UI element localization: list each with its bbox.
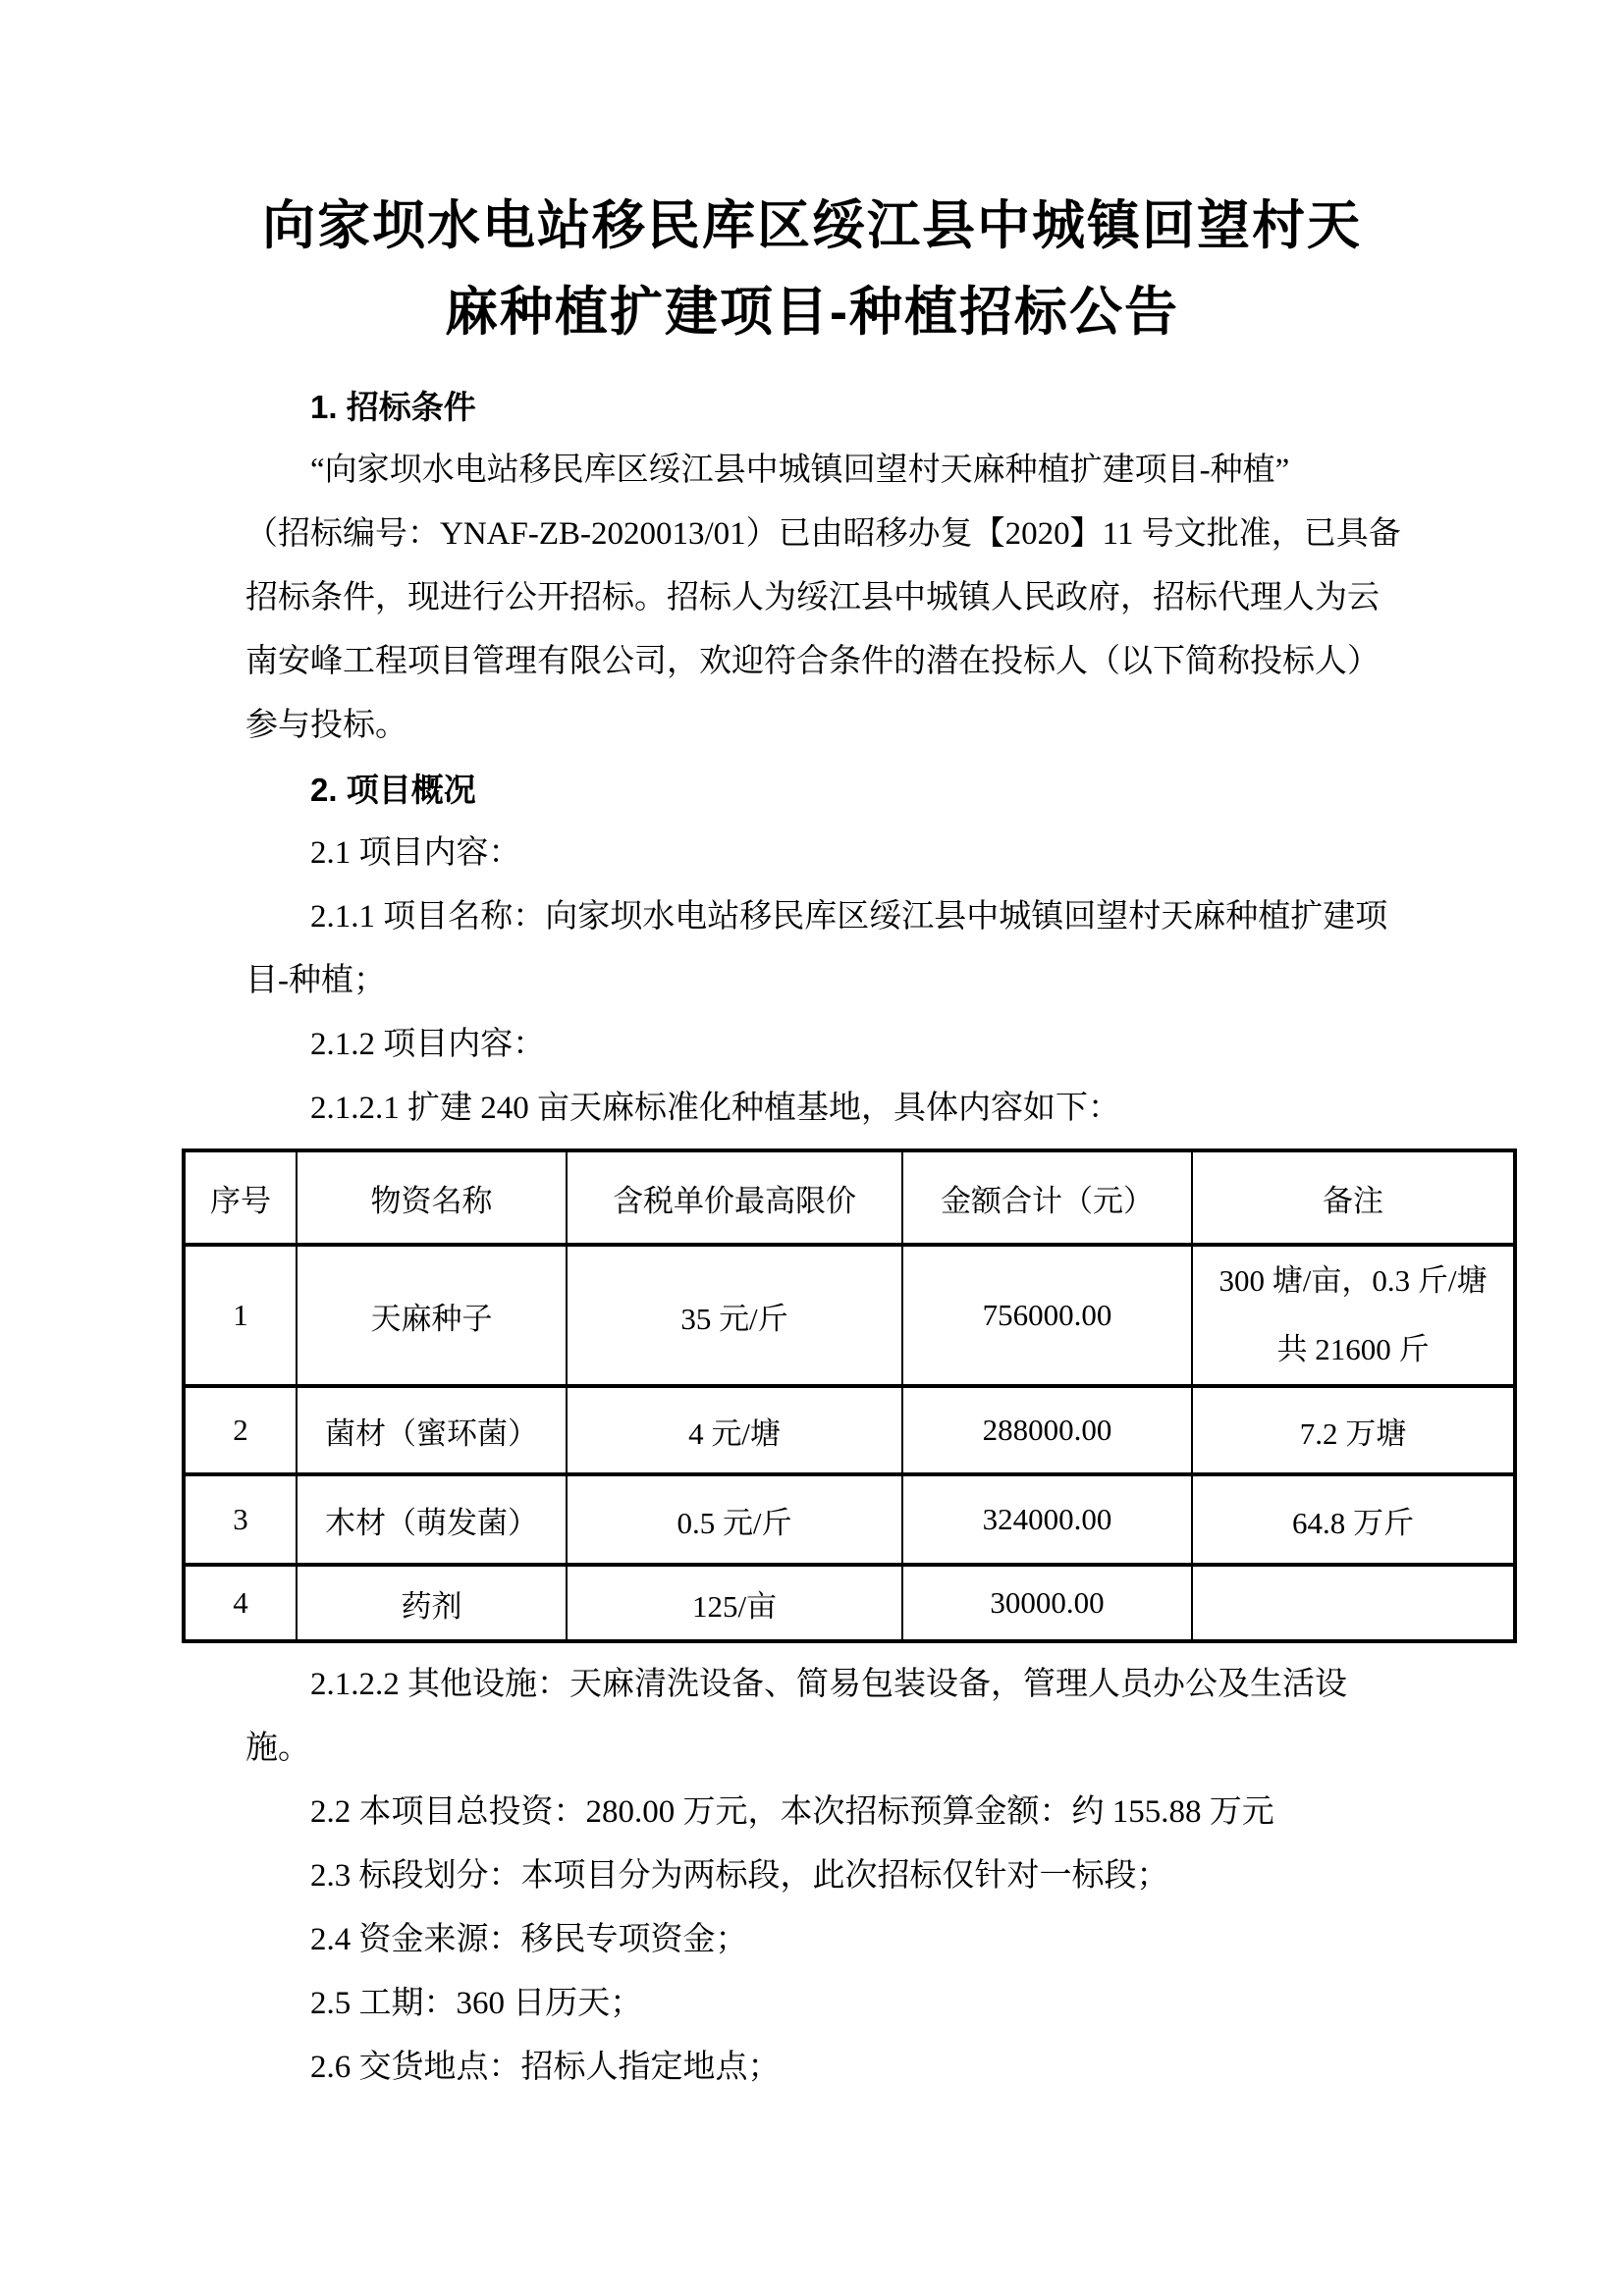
tender-items-table bbox=[182, 1148, 1517, 1643]
table-cell-amount: 756000.00 bbox=[902, 1245, 1192, 1386]
body-line: 2.1.2.2 其他设施：天麻清洗设备、简易包装设备，管理人员办公及生活设 bbox=[310, 1667, 1347, 1702]
remark-line: 共 21600 斤 bbox=[1276, 1332, 1430, 1366]
table-cell-price: 35 元/斤 bbox=[567, 1245, 902, 1386]
table-header-cell: 备注 bbox=[1192, 1150, 1515, 1245]
table-cell-name: 天麻种子 bbox=[297, 1245, 567, 1386]
body-line: 2.2 本项目总投资：280.00 万元，本次招标预算金额：约 155.88 万元 bbox=[310, 1794, 1274, 1830]
table-cell-amount: 30000.00 bbox=[902, 1565, 1192, 1641]
table-row bbox=[184, 1245, 1515, 1386]
body-line: 2.6 交货地点：招标人指定地点； bbox=[310, 2050, 781, 2085]
document-title bbox=[0, 0, 1624, 355]
table-cell-name: 木材（萌发菌） bbox=[297, 1474, 567, 1565]
table-cell-remark: 7.2 万塘 bbox=[1192, 1386, 1515, 1474]
table-cell-name: 菌材（蜜环菌） bbox=[297, 1386, 567, 1474]
document-title-line: 向家坝水电站移民库区绥江县中城镇回望村天 bbox=[262, 196, 1362, 255]
table-cell-name: 药剂 bbox=[297, 1565, 567, 1641]
document-title-line: 麻种植扩建项目-种植招标公告 bbox=[445, 283, 1179, 342]
body-line: （招标编号：YNAF-ZB-2020013/01）已由昭移办复【2020】11 号文批准，已具备 bbox=[245, 516, 1401, 552]
table-header-cell: 序号 bbox=[184, 1150, 297, 1245]
table-cell-no: 2 bbox=[184, 1386, 297, 1474]
body-line: 招标条件，现进行公开招标。招标人为绥江县中城镇人民政府，招标代理人为云 bbox=[245, 580, 1380, 615]
body-line: 2.1.2 项目内容： bbox=[310, 1027, 546, 1062]
table-cell-price: 4 元/塘 bbox=[567, 1386, 902, 1474]
body-line: 2.1 项目内容： bbox=[310, 835, 521, 871]
section-heading-1: 1. 招标条件 bbox=[310, 389, 476, 425]
table-cell-amount: 288000.00 bbox=[902, 1386, 1192, 1474]
body-line: 2.1.2.1 扩建 240 亩天麻标准化种植基地，具体内容如下： bbox=[310, 1091, 1120, 1126]
table-header-cell: 含税单价最高限价 bbox=[567, 1150, 902, 1245]
body-line: 南安峰工程项目管理有限公司，欢迎符合条件的潜在投标人（以下简称投标人） bbox=[245, 644, 1380, 679]
body-line: 目-种植； bbox=[245, 963, 386, 998]
body-line: 2.5 工期：360 日历天； bbox=[310, 1986, 643, 2021]
table-cell-no: 3 bbox=[184, 1474, 297, 1565]
table-row bbox=[184, 1565, 1515, 1641]
table-header-row bbox=[184, 1150, 1515, 1245]
body-line: 2.1.1 项目名称：向家坝水电站移民库区绥江县中城镇回望村天麻种植扩建项 bbox=[310, 899, 1388, 934]
table-cell-remark bbox=[1192, 1565, 1515, 1641]
section-heading-2: 2. 项目概况 bbox=[310, 772, 476, 808]
body-section-bottom bbox=[0, 1653, 1624, 2100]
table-row bbox=[184, 1386, 1515, 1474]
remark-line: 300 塘/亩，0.3 斤/塘 bbox=[1218, 1263, 1488, 1298]
body-line: 施。 bbox=[245, 1731, 310, 1766]
table-header-cell: 物资名称 bbox=[297, 1150, 567, 1245]
table-cell-no: 4 bbox=[184, 1565, 297, 1641]
body-line: 2.3 标段划分：本项目分为两标段，此次招标仅针对一标段； bbox=[310, 1858, 1169, 1894]
table-cell-remark: 64.8 万斤 bbox=[1192, 1474, 1515, 1565]
table-cell-amount: 324000.00 bbox=[902, 1474, 1192, 1565]
table-header-cell: 金额合计（元） bbox=[902, 1150, 1192, 1245]
table-cell-remark bbox=[1192, 1245, 1515, 1386]
body-section-top bbox=[0, 375, 1624, 1141]
table-row bbox=[184, 1474, 1515, 1565]
table-cell-price: 0.5 元/斤 bbox=[567, 1474, 902, 1565]
table-cell-price: 125/亩 bbox=[567, 1565, 902, 1641]
table-cell-no: 1 bbox=[184, 1245, 297, 1386]
tender-items-table-wrap bbox=[182, 1148, 1624, 1643]
body-line: “向家坝水电站移民库区绥江县中城镇回望村天麻种植扩建项目-种植” bbox=[310, 453, 1290, 488]
body-line: 2.4 资金来源：移民专项资金； bbox=[310, 1922, 748, 1957]
body-line: 参与投标。 bbox=[245, 708, 407, 743]
